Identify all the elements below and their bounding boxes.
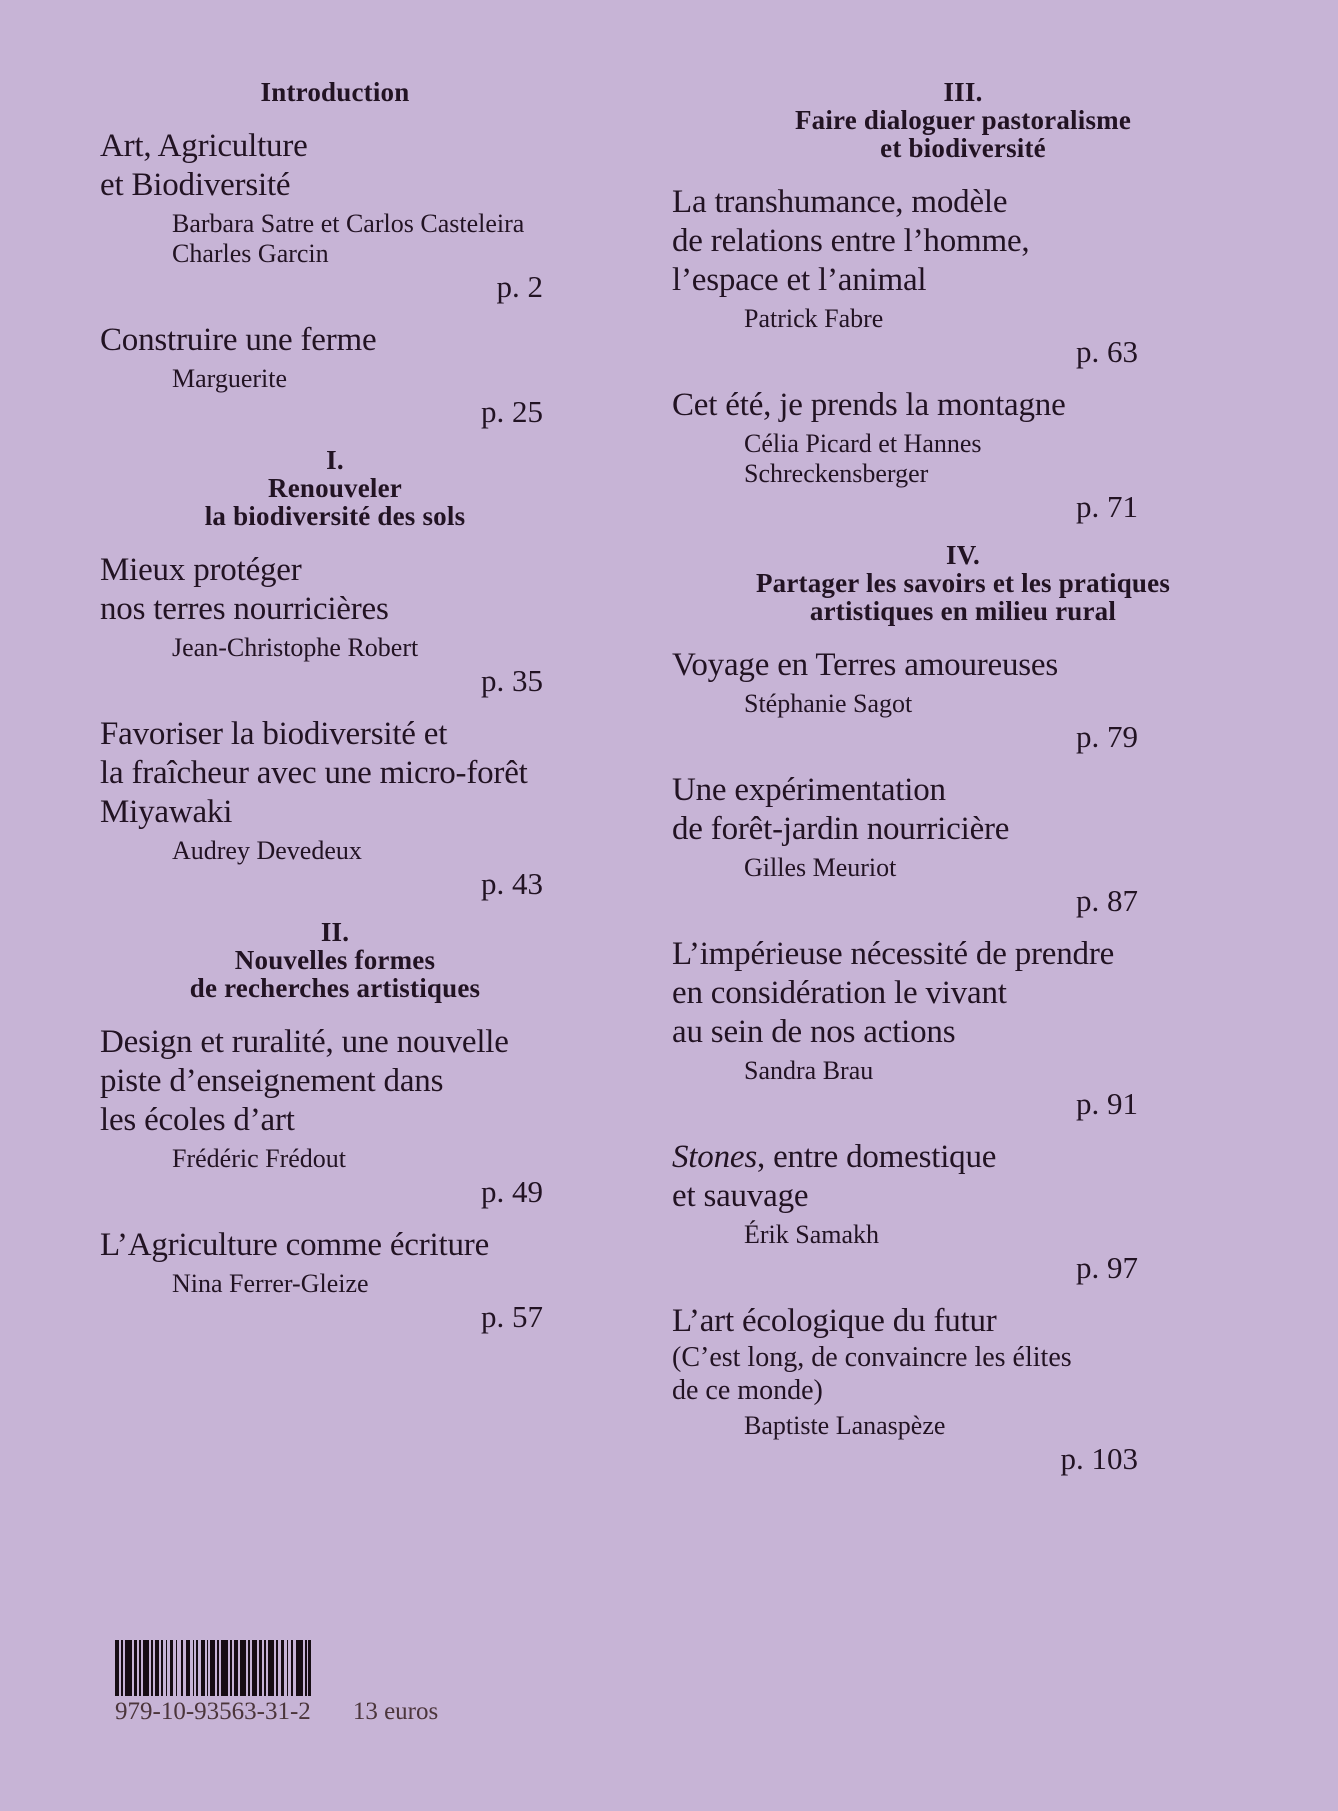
text-segment: de ce monde) xyxy=(672,1375,823,1406)
section-heading-line: Faire dialoguer pastoralisme xyxy=(794,105,1132,135)
entry-title xyxy=(672,771,1138,849)
entry-authors xyxy=(672,304,1138,334)
text-segment: de forêt-jardin nourricière xyxy=(672,811,1010,847)
entry-title xyxy=(672,1302,1138,1341)
text-segment: et sauvage xyxy=(672,1178,809,1214)
entry-title-line xyxy=(672,810,1138,849)
section-heading xyxy=(703,78,1223,162)
entry-title-line xyxy=(100,793,543,832)
toc-entry xyxy=(672,183,1138,368)
entry-title xyxy=(672,1138,1138,1216)
entry-page-number: p. 2 xyxy=(496,269,543,304)
entry-title xyxy=(100,1023,543,1140)
section-heading-line: et biodiversité xyxy=(880,133,1046,163)
entry-authors xyxy=(672,429,1138,489)
text-segment: (C’est long, de convaincre les élites xyxy=(672,1342,1072,1373)
text-segment: Cet été, je prends la montagne xyxy=(672,387,1066,423)
text-segment: L’Agriculture comme écriture xyxy=(100,1227,490,1263)
entry-page-number: p. 63 xyxy=(1076,334,1138,369)
toc-entry xyxy=(672,386,1138,523)
title-italic-segment: Stones xyxy=(672,1139,757,1175)
entry-authors xyxy=(100,364,543,394)
entry-authors xyxy=(100,1144,543,1174)
entry-title-line xyxy=(672,1302,1138,1341)
section-heading-line: I. xyxy=(326,445,344,475)
entry-title xyxy=(100,715,543,832)
entry-title xyxy=(100,321,543,360)
entry-authors xyxy=(100,633,543,663)
entry-title-line xyxy=(100,715,543,754)
entry-title-line xyxy=(672,1138,1138,1177)
text-segment: en considération le vivant xyxy=(672,975,1007,1011)
entry-subtitle-line xyxy=(672,1374,1138,1407)
section-heading-line: Nouvelles formes xyxy=(234,945,436,975)
text-segment: les écoles d’art xyxy=(100,1102,295,1138)
entry-title-line xyxy=(672,935,1138,974)
entry-page-number: p. 43 xyxy=(481,866,543,901)
isbn-number: 979-10-93563-31-2 xyxy=(115,1698,311,1725)
section-heading-line: III. xyxy=(943,77,983,107)
entry-author-line xyxy=(744,1220,1138,1250)
text-segment: L’impérieuse nécessité de prendre xyxy=(672,936,1115,972)
entry-page-number: p. 35 xyxy=(481,663,543,698)
entry-title-line xyxy=(100,551,543,590)
entry-page-number: p. 91 xyxy=(1076,1086,1138,1121)
entry-authors xyxy=(672,853,1138,883)
text-segment: Une expérimentation xyxy=(672,772,946,808)
text-segment: Gilles Meuriot xyxy=(744,853,897,882)
toc-entry xyxy=(100,551,543,697)
entry-author-line xyxy=(172,209,543,239)
toc-entry xyxy=(100,1023,543,1208)
section-heading xyxy=(100,446,570,530)
entry-title-line xyxy=(100,1062,543,1101)
text-segment: Érik Samakh xyxy=(744,1220,880,1249)
section-heading-line: II. xyxy=(320,917,350,947)
text-segment: piste d’enseignement dans xyxy=(100,1063,444,1099)
entry-author-line xyxy=(172,836,543,866)
barcode-icon xyxy=(115,1640,311,1696)
text-segment: Audrey Devedeux xyxy=(172,836,362,865)
toc-entry xyxy=(100,1226,543,1333)
toc-column-right xyxy=(672,77,1171,1493)
entry-page-number: p. 25 xyxy=(481,394,543,429)
text-segment: Charles Garcin xyxy=(172,239,329,268)
toc-entry xyxy=(672,935,1138,1120)
text-segment: et Biodiversité xyxy=(100,167,291,203)
entry-page-number: p. 103 xyxy=(1060,1441,1138,1476)
text-segment: Jean-Christophe Robert xyxy=(172,633,419,662)
text-segment: Stéphanie Sagot xyxy=(744,689,913,718)
entry-title xyxy=(100,551,543,629)
text-segment: Favoriser la biodiversité et xyxy=(100,716,448,752)
entry-page-number: p. 49 xyxy=(481,1174,543,1209)
entry-page-number: p. 71 xyxy=(1076,489,1138,524)
entry-title-line xyxy=(672,261,1138,300)
text-segment: Construire une ferme xyxy=(100,322,377,358)
toc-entry xyxy=(672,771,1138,917)
entry-page-number: p. 87 xyxy=(1076,883,1138,918)
text-segment: Schreckensberger xyxy=(744,459,929,488)
section-heading-line: Renouveler xyxy=(268,473,402,503)
isbn-row xyxy=(115,1699,535,1725)
entry-author-line xyxy=(744,853,1138,883)
text-segment: , entre domestique xyxy=(756,1139,997,1175)
toc-entry xyxy=(672,1302,1138,1475)
entry-author-line xyxy=(172,633,543,663)
text-segment: l’espace et l’animal xyxy=(672,262,927,298)
text-segment: de relations entre l’homme, xyxy=(672,223,1030,259)
entry-author-line xyxy=(172,364,543,394)
entry-title-line xyxy=(672,1177,1138,1216)
entry-authors xyxy=(672,1220,1138,1250)
entry-title xyxy=(100,1226,543,1265)
entry-title xyxy=(100,127,543,205)
section-heading-line: de recherches artistiques xyxy=(189,973,481,1003)
entry-authors xyxy=(672,689,1138,719)
entry-title-line xyxy=(100,1226,543,1265)
entry-page-number: p. 97 xyxy=(1076,1250,1138,1285)
text-segment: L’art écologique du futur xyxy=(672,1303,997,1339)
entry-title-line xyxy=(672,183,1138,222)
entry-author-line xyxy=(744,1056,1138,1086)
entry-author-line xyxy=(744,459,1138,489)
section-heading-line: Partager les savoirs et les pratiques xyxy=(755,568,1171,598)
entry-title-line xyxy=(672,222,1138,261)
entry-title-line xyxy=(100,166,543,205)
entry-authors xyxy=(672,1056,1138,1086)
section-heading-line: la biodiversité des sols xyxy=(204,501,466,531)
text-segment: Patrick Fabre xyxy=(744,304,884,333)
section-heading xyxy=(100,918,570,1002)
section-heading-line: IV. xyxy=(946,540,980,570)
text-segment: Barbara Satre et Carlos Casteleira xyxy=(172,209,525,238)
toc-column-left xyxy=(100,78,543,1351)
text-segment: Design et ruralité, une nouvelle xyxy=(100,1024,509,1060)
text-segment: au sein de nos actions xyxy=(672,1014,956,1050)
entry-title-line xyxy=(672,974,1138,1013)
entry-title xyxy=(672,183,1138,300)
text-segment: Voyage en Terres amoureuses xyxy=(672,647,1059,683)
entry-author-line xyxy=(744,1411,1138,1441)
price: 13 euros xyxy=(352,1698,439,1725)
entry-authors xyxy=(100,1269,543,1299)
toc-entry xyxy=(100,127,543,303)
entry-title-line xyxy=(672,386,1138,425)
entry-title-line xyxy=(100,1023,543,1062)
text-segment: La transhumance, modèle xyxy=(672,184,1008,220)
text-segment: la fraîcheur avec une micro-forêt xyxy=(100,755,528,791)
toc-entry xyxy=(672,1138,1138,1284)
entry-authors xyxy=(672,1411,1138,1441)
entry-authors xyxy=(100,209,543,269)
entry-title xyxy=(672,646,1138,685)
section-heading-line: Introduction xyxy=(260,77,410,107)
entry-title xyxy=(672,386,1138,425)
entry-author-line xyxy=(172,1144,543,1174)
text-segment: Mieux protéger xyxy=(100,552,302,588)
entry-title-line xyxy=(672,1013,1138,1052)
text-segment: Art, Agriculture xyxy=(100,128,308,164)
section-heading-line: artistiques en milieu rural xyxy=(809,596,1117,626)
section-heading xyxy=(100,78,570,106)
entry-title-line xyxy=(672,646,1138,685)
entry-author-line xyxy=(744,429,1138,459)
entry-author-line xyxy=(172,1269,543,1299)
colophon xyxy=(115,1640,535,1725)
entry-title xyxy=(672,935,1138,1052)
entry-author-line xyxy=(172,239,543,269)
text-segment: Nina Ferrer-Gleize xyxy=(172,1269,369,1298)
entry-title-line xyxy=(100,127,543,166)
entry-title-line xyxy=(100,1101,543,1140)
text-segment: Frédéric Frédout xyxy=(172,1144,347,1173)
entry-author-line xyxy=(744,304,1138,334)
toc-entry xyxy=(100,715,543,900)
entry-subtitle xyxy=(672,1341,1138,1407)
toc-entry xyxy=(100,321,543,428)
toc-entry xyxy=(672,646,1138,753)
entry-title-line xyxy=(100,590,543,629)
entry-subtitle-line xyxy=(672,1341,1138,1374)
entry-title-line xyxy=(100,321,543,360)
text-segment: Miyawaki xyxy=(100,794,233,830)
text-segment: Marguerite xyxy=(172,364,288,393)
entry-author-line xyxy=(744,689,1138,719)
text-segment: nos terres nourricières xyxy=(100,591,389,627)
entry-title-line xyxy=(100,754,543,793)
text-segment: Sandra Brau xyxy=(744,1056,874,1085)
entry-page-number: p. 79 xyxy=(1076,719,1138,754)
entry-title-line xyxy=(672,771,1138,810)
entry-authors xyxy=(100,836,543,866)
section-heading xyxy=(703,541,1223,625)
text-segment: Baptiste Lanaspèze xyxy=(744,1411,946,1440)
entry-page-number: p. 57 xyxy=(481,1299,543,1334)
text-segment: Célia Picard et Hannes xyxy=(744,429,982,458)
